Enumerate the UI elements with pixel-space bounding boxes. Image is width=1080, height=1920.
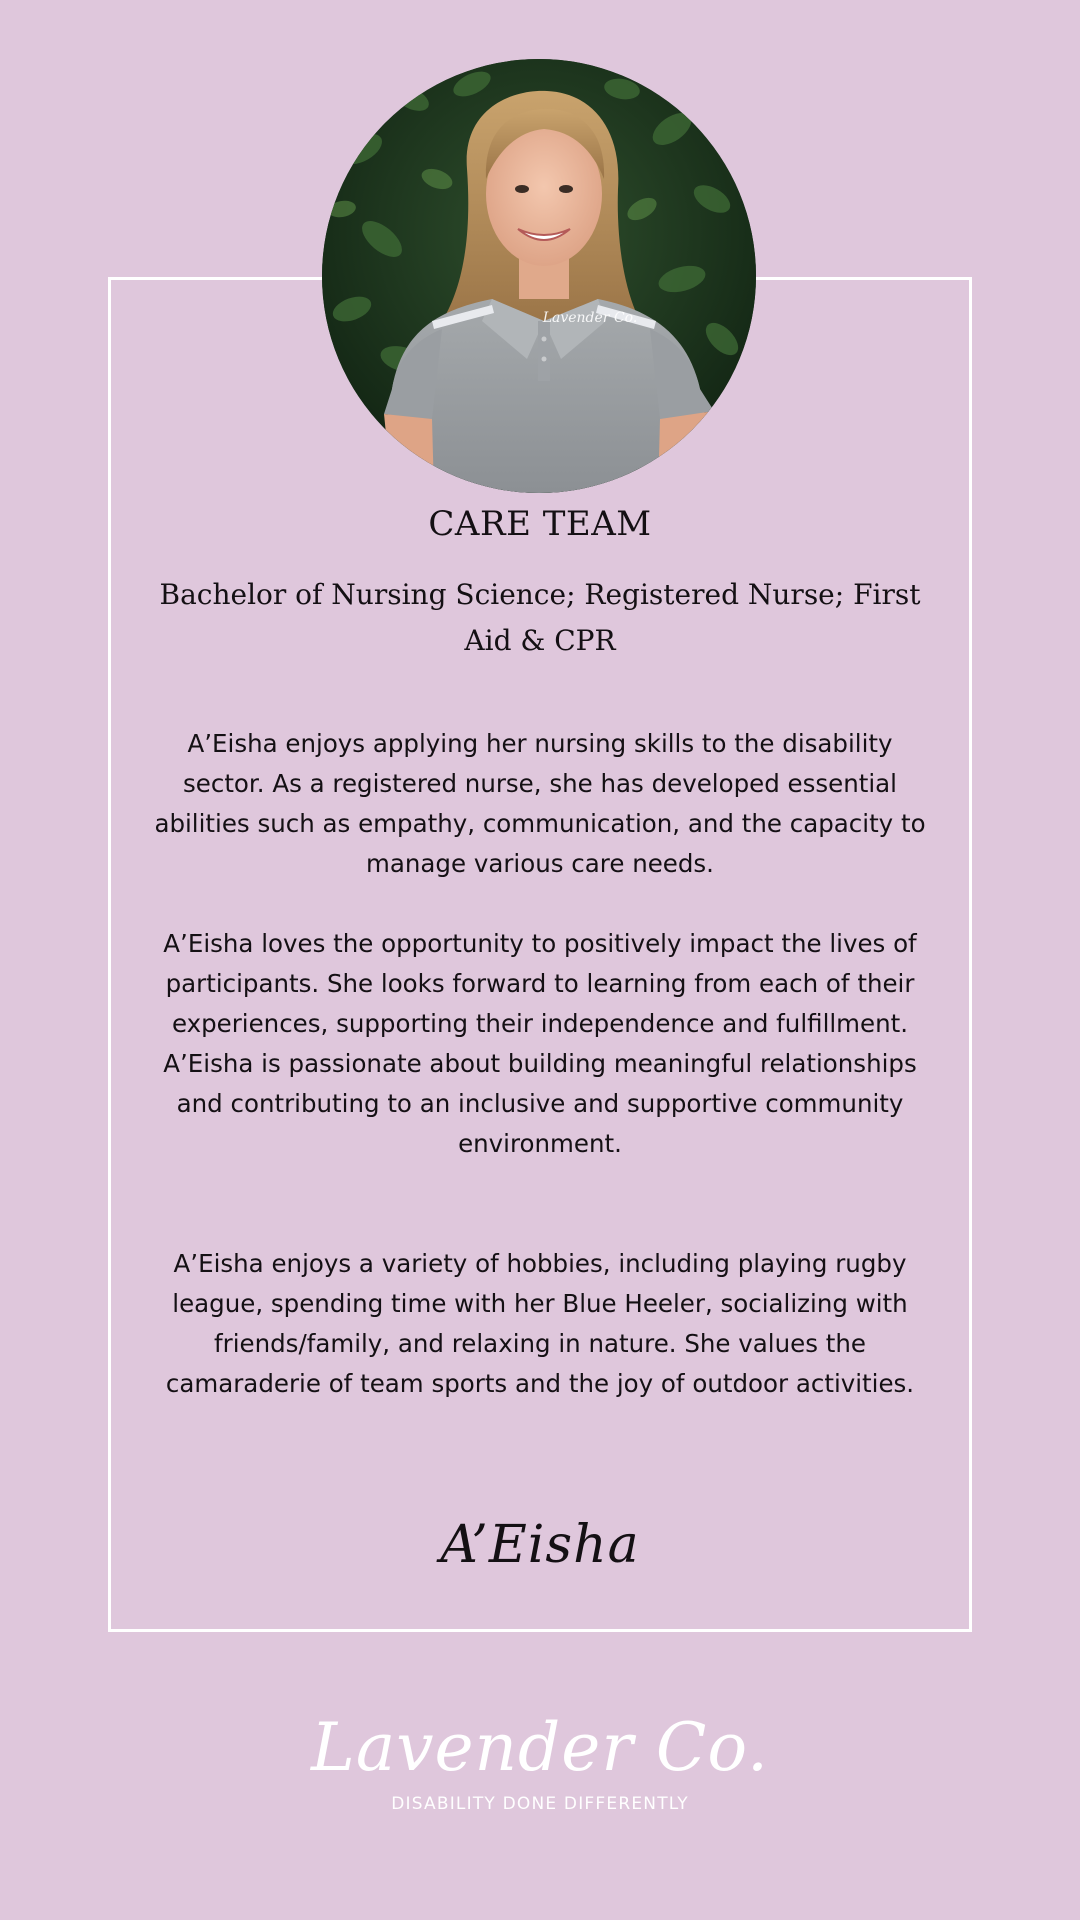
shirt-logo: Lavender Co.	[542, 310, 638, 326]
brand-tagline: DISABILITY DONE DIFFERENTLY	[391, 1794, 689, 1814]
profile-photo-illustration	[322, 59, 756, 493]
brand-footer	[0, 1708, 1080, 1814]
section-heading: CARE TEAM	[428, 504, 652, 544]
credentials-text: Bachelor of Nursing Science; Registered Nurse; First Aid & CPR	[159, 578, 921, 657]
bio-paragraph: A’Eisha enjoys a variety of hobbies, including playing rugby league, spending time with her Blue Heeler, socializing with friends/family, and relaxing in nature. She values the camaraderie of team sports and the joy of outdoor activities.	[165, 1249, 915, 1398]
bio-paragraph: A’Eisha loves the opportunity to positively impact the lives of participants. She looks forward to learning from each of their experiences, supporting their independence and fulfillment. A’Eisha is passionate about building meaningful relationships and contributing to an inclusive and supportive community environment.	[163, 929, 917, 1158]
brand-logo: Lavender Co.	[311, 1709, 769, 1786]
bio-paragraph: A’Eisha enjoys applying her nursing skills to the disability sector. As a registered nurse, she has developed essential abilities such as empathy, communication, and the capacity to manage various care needs.	[154, 729, 926, 878]
signature: A’Eisha	[440, 1515, 640, 1575]
profile-photo	[322, 59, 756, 493]
